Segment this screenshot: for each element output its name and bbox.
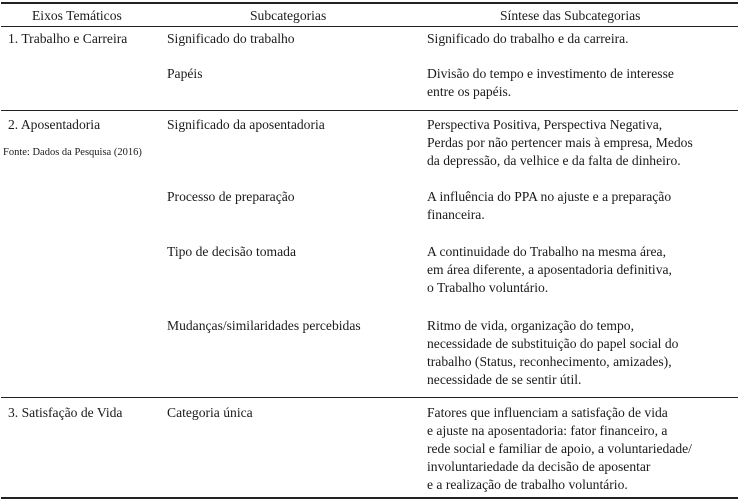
table-header-rule — [1, 26, 738, 27]
column-header-eixos: Eixos Temáticos — [32, 8, 122, 23]
column-header-subcategorias: Subcategorias — [250, 8, 327, 23]
subcategoria-cell: Processo de preparação — [167, 189, 295, 204]
sintese-line: financeira. — [427, 207, 485, 222]
sintese-line: necessidade de se sentir útil. — [427, 372, 582, 387]
sintese-line: o Trabalho voluntário. — [427, 280, 549, 295]
table-row-divider — [1, 110, 738, 111]
sintese-line: Divisão do tempo e investimento de interesse — [427, 66, 674, 81]
sintese-line: Significado do trabalho e da carreira. — [427, 31, 629, 46]
sintese-line: involuntariedade da decisão de aposentar — [427, 459, 651, 474]
sintese-line: da depressão, da velhice e da falta de dinheiro. — [427, 153, 681, 168]
eixo-cell: 3. Satisfação de Vida — [8, 405, 123, 420]
subcategoria-cell: Mudanças/similaridades percebidas — [167, 318, 361, 333]
subcategoria-cell: Categoria única — [167, 405, 253, 420]
sintese-line: rede social e familiar de apoio, a voluntariedade/ — [427, 441, 692, 456]
subcategoria-cell: Tipo de decisão tomada — [167, 244, 296, 259]
sintese-line: Perdas por não pertencer mais à empresa, Medos — [427, 135, 693, 150]
sintese-line: A influência do PPA no ajuste e a preparação — [427, 189, 672, 204]
sintese-line: A continuidade do Trabalho na mesma área, — [427, 244, 666, 259]
sintese-line: e ajuste na aposentadoria: fator financeiro, a — [427, 423, 668, 438]
subcategoria-cell: Significado do trabalho — [167, 31, 295, 46]
eixo-cell: 2. Aposentadoria — [8, 117, 101, 132]
column-header-sintese: Síntese das Subcategorias — [500, 8, 641, 23]
sintese-line: Ritmo de vida, organização do tempo, — [427, 318, 634, 333]
source-note: Fonte: Dados da Pesquisa (2016) — [3, 147, 142, 158]
sintese-line: necessidade de substituição do papel social do — [427, 336, 679, 351]
sintese-line: em área diferente, a aposentadoria definitiva, — [427, 262, 672, 277]
eixo-cell: 1. Trabalho e Carreira — [8, 31, 128, 46]
sintese-line: Perspectiva Positiva, Perspectiva Negativa, — [427, 117, 663, 132]
sintese-line: Fatores que influenciam a satisfação de vida — [427, 405, 668, 420]
sintese-line: trabalho (Status, reconhecimento, amizades), — [427, 354, 672, 369]
subcategoria-cell: Papéis — [167, 66, 203, 81]
subcategoria-cell: Significado da aposentadoria — [167, 117, 325, 132]
sintese-line: entre os papéis. — [427, 84, 512, 99]
table-top-rule — [1, 2, 738, 4]
sintese-line: e a realização de trabalho voluntário. — [427, 477, 628, 492]
table-row-divider — [1, 397, 738, 398]
table-bottom-rule — [1, 497, 738, 499]
